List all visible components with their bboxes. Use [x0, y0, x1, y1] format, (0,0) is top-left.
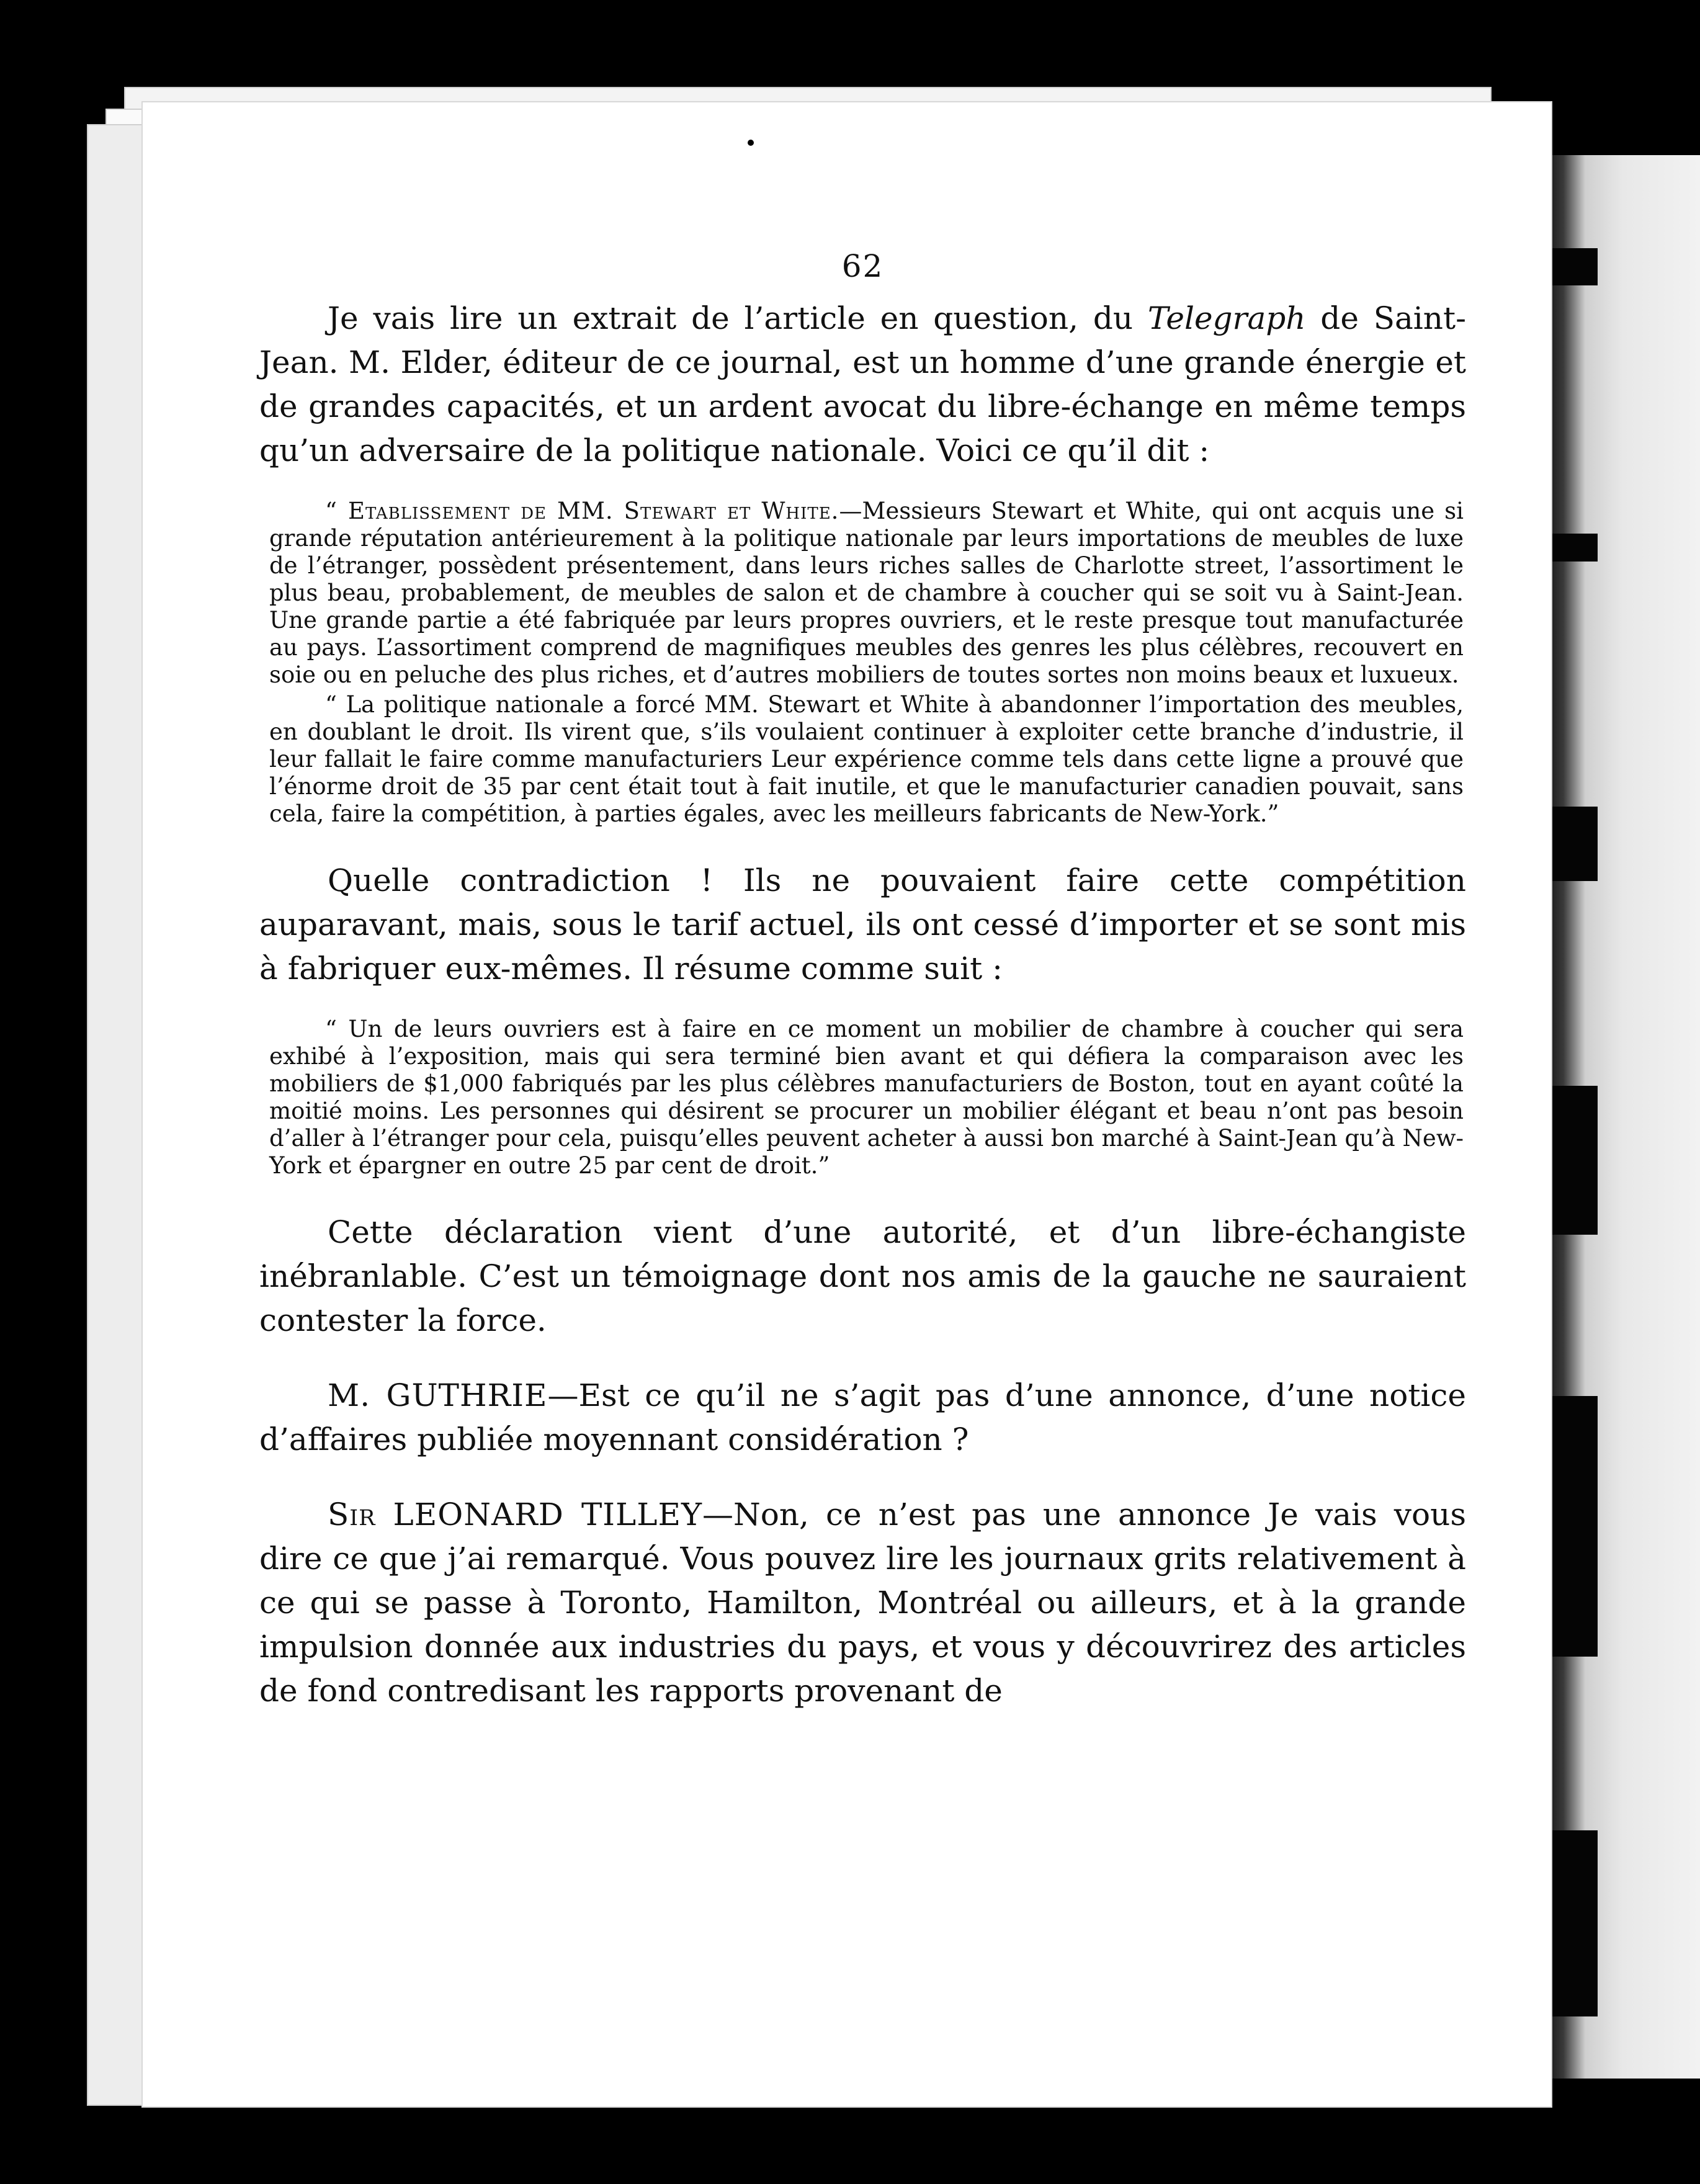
paragraph-tilley	[259, 1493, 1466, 1713]
paragraph-text: de Saint-Jean. M. Elder, éditeur de ce journal, est un homme d’une grande énergie et de grandes capacités, et un ardent avocat du libre-échange en même temps qu’un adversaire de la politique nationale. Voici ce qu’il dit :	[259, 300, 1466, 468]
speaker-name: M. GUTHRIE	[328, 1377, 548, 1413]
edge-tear	[1548, 534, 1598, 562]
edge-tear	[1548, 807, 1598, 881]
paragraph-guthrie	[259, 1374, 1466, 1462]
quote-block-2	[259, 1016, 1466, 1179]
torn-page-edge	[1548, 155, 1700, 2079]
paragraph-declaration: Cette déclaration vient d’une autorité, et d’un libre-échangiste inébranlable. C’est un témoignage dont nos amis de la gauche ne sauraient contester la force.	[259, 1214, 1466, 1338]
speaker-title: Sir	[328, 1497, 376, 1533]
quote-paragraph: “ Un de leurs ouvriers est à faire en ce moment un mobilier de chambre à coucher qui sera exhibé à l’exposition, mais qui sera terminé bien avant et qui défiera la comparaison avec les mobiliers de $1,000 fabriqués par les plus célèbres manufacturiers de Boston, tout en ayant coûté la moitié moins. Les personnes qui désirent se procurer un mobilier élégant et beau n’ont pas besoin d’aller à l’étranger pour cela, puisqu’elles peuvent acheter à aussi bon marché à Saint-Jean qu’à New-York et épargner en outre 25 par cent de droit.”	[269, 1016, 1464, 1179]
paragraph-text: Je vais lire un extrait de l’article en question, du	[328, 300, 1148, 336]
paragraph-text: —Est ce qu’il ne s’agit pas d’une annonce, d’une notice d’affaires publiée moyennant considération ?	[259, 1377, 1466, 1457]
quote-paragraph	[259, 498, 1466, 689]
paragraph-intro	[259, 297, 1466, 473]
speaker-name: LEONARD TILLEY	[375, 1497, 702, 1533]
quote-heading: “ Etablissement de MM. Stewart et White.	[325, 498, 839, 524]
page-mark	[748, 140, 754, 146]
edge-tear	[1548, 1830, 1598, 2016]
quote-paragraph: “ La politique nationale a forcé MM. Stewart et White à abandonner l’importation des meubles, en doublant le droit. Ils virent que, s’ils voulaient continuer à exploiter cette branche d’industrie, il leur fallait le faire comme manufacturiers Leur expérience comme tels dans cette ligne a prouvé que l’énorme droit de 35 par cent était tout à fait inutile, et que le manufacturier canadien pouvait, sans cela, faire la compétition, à parties égales, avec les meilleurs fabricants de New-York.”	[269, 691, 1464, 827]
page-content	[259, 248, 1466, 1713]
quote-block-1	[259, 498, 1466, 828]
paragraph-text: —Non, ce n’est pas une annonce Je vais vous dire ce que j’ai remarqué. Vous pouvez lire les journaux grits relativement à ce qui se passe à Toronto, Hamilton, Montréal ou ailleurs, et à la grande impulsion donnée aux industries du pays, et vous y découvrirez des articles de fond contredisant les rapports provenant de	[259, 1497, 1466, 1709]
page-number: 62	[841, 248, 884, 284]
paragraph-contradiction: Quelle contradiction ! Ils ne pouvaient faire cette compétition auparavant, mais, sous le tarif actuel, ils ont cessé d’importer et se sont mis à fabriquer eux-mêmes. Il résume comme suit :	[259, 862, 1466, 987]
newspaper-title: Telegraph	[1147, 300, 1306, 336]
edge-tear	[1548, 1396, 1598, 1657]
edge-tear	[1548, 248, 1598, 285]
edge-tear	[1548, 1086, 1598, 1235]
document-page	[143, 102, 1551, 2106]
quote-text: —Messieurs Stewart et White, qui ont acquis une si grande réputation antérieurement à la politique nationale par leurs importations de meubles de luxe de l’étranger, possèdent présentement, dans leurs riches salles de Charlotte street, l’assortiment le plus beau, probablement, de meubles de salon et de chambre à coucher qui se soit vu à Saint-Jean. Une grande partie a été fabriquée par leurs propres ouvriers, et le reste presque tout manufacturée au pays. L’assortiment comprend de magnifiques meubles des genres les plus célèbres, recouvert en soie ou en peluche des plus riches, et d’autres mobiliers de toutes sortes non moins beaux et luxueux.	[269, 498, 1464, 688]
